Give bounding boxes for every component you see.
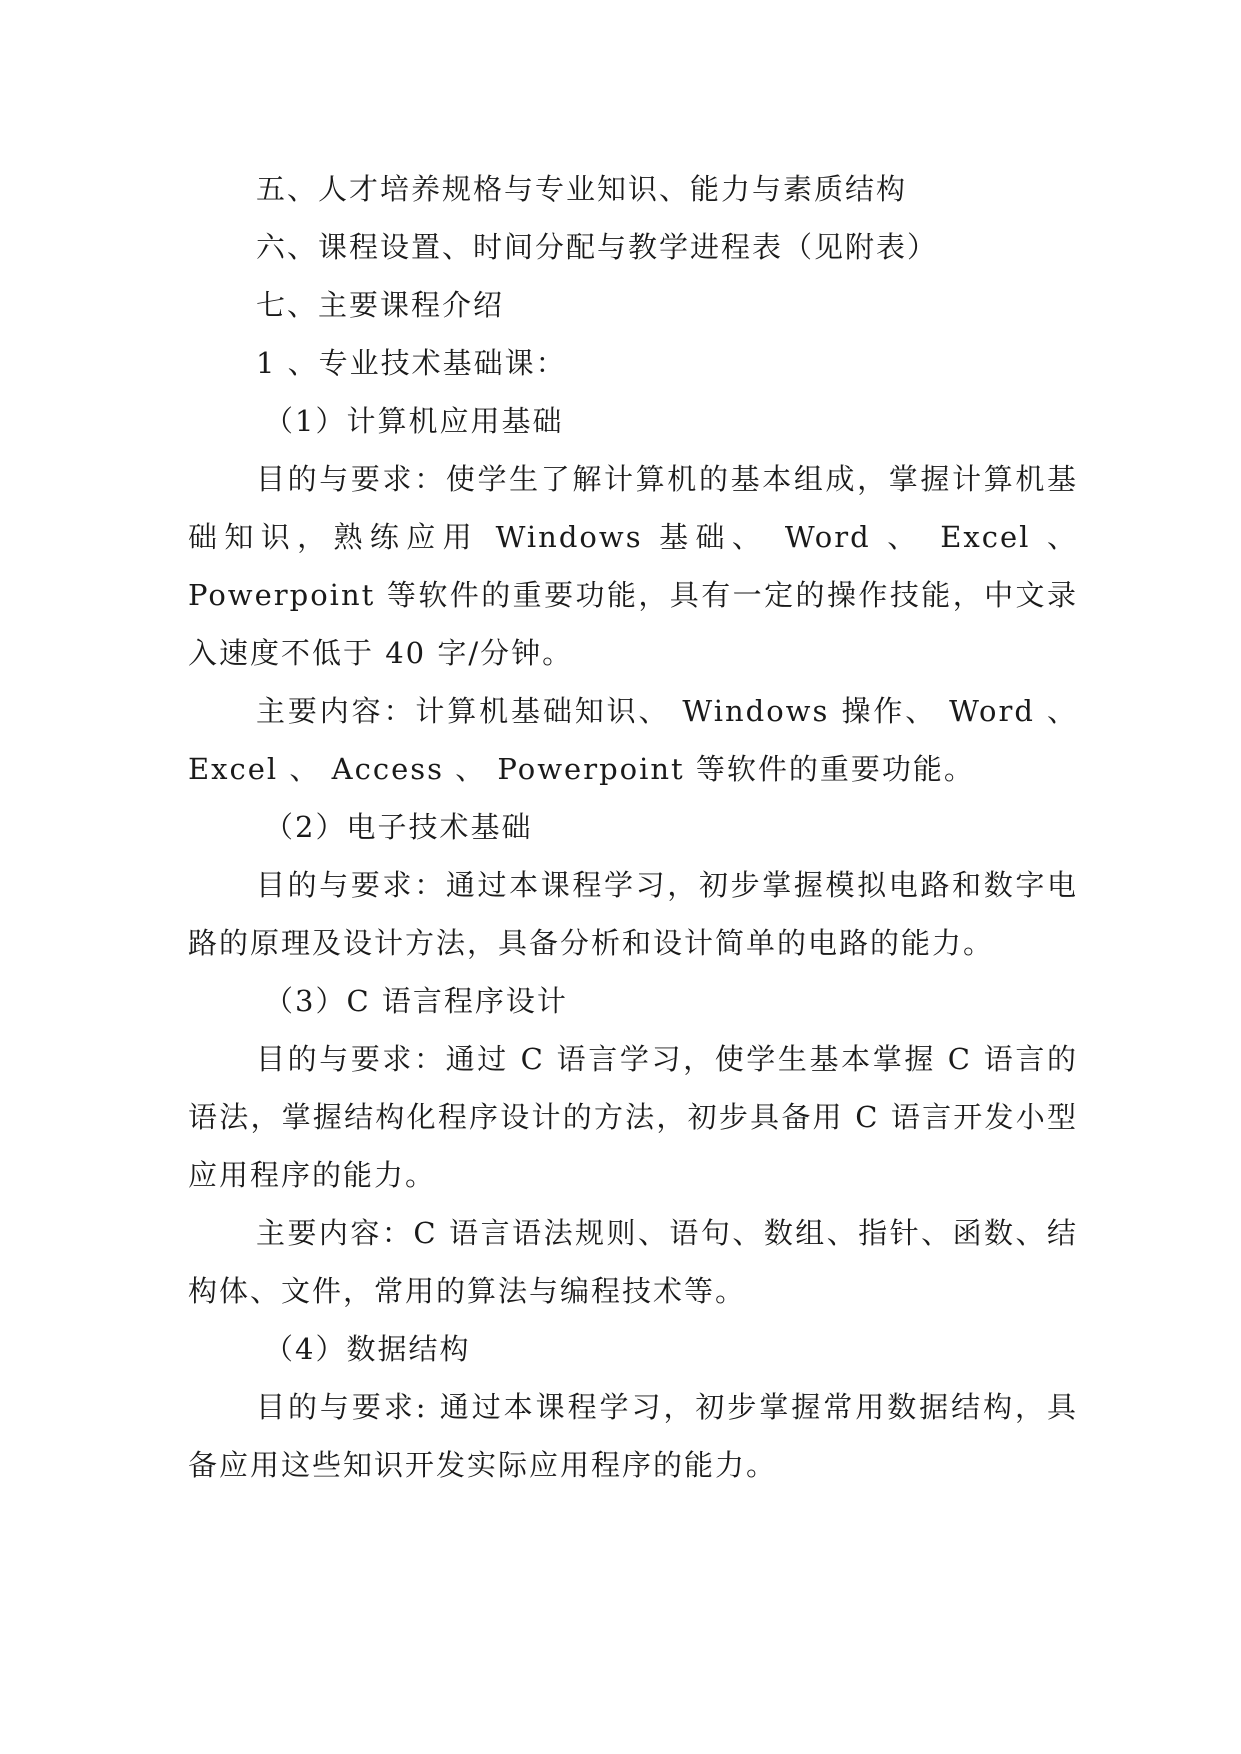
course-title-data-structures: （4）数据结构: [264, 1332, 471, 1366]
course-content-computer-basics: 主要内容：计算机基础知识、 Windows 操作、 Word 、Excel 、 Access 、 Powerpoint 等软件的重要功能。: [188, 694, 1078, 786]
document-body: [188, 160, 1078, 1494]
heading-course-schedule: 六、课程设置、时间分配与教学进程表（见附表）: [256, 230, 939, 264]
course-title-computer-basics: （1）计算机应用基础: [264, 404, 564, 438]
course-title-electronics: （2）电子技术基础: [264, 810, 533, 844]
course-title-c-programming: （3）C 语言程序设计: [264, 984, 568, 1018]
heading-professional-basics: 1 、专业技术基础课：: [256, 346, 567, 380]
course-goal-data-structures: 目的与要求: 通过本课程学习，初步掌握常用数据结构，具备应用这些知识开发实际应用程序的能力。: [188, 1390, 1078, 1482]
course-content-c-programming: 主要内容：C 语言语法规则、语句、数组、指针、函数、结构体、文件，常用的算法与编程技术等。: [188, 1216, 1078, 1308]
course-goal-computer-basics: 目的与要求：使学生了解计算机的基本组成，掌握计算机基础知识，熟练应用 Windows 基础、 Word 、 Excel 、Powerpoint 等软件的重要功能，具有一定的操作技能，中文录入速度不低于 40 字/分钟。: [188, 462, 1078, 670]
heading-main-courses: 七、主要课程介绍: [256, 288, 505, 322]
course-goal-c-programming: 目的与要求：通过 C 语言学习，使学生基本掌握 C 语言的语法，掌握结构化程序设计的方法，初步具备用 C 语言开发小型应用程序的能力。: [188, 1042, 1078, 1192]
course-goal-electronics: 目的与要求：通过本课程学习，初步掌握模拟电路和数字电路的原理及设计方法，具备分析和设计简单的电路的能力。: [188, 868, 1078, 960]
heading-talent-specs: 五、人才培养规格与专业知识、能力与素质结构: [256, 172, 908, 206]
